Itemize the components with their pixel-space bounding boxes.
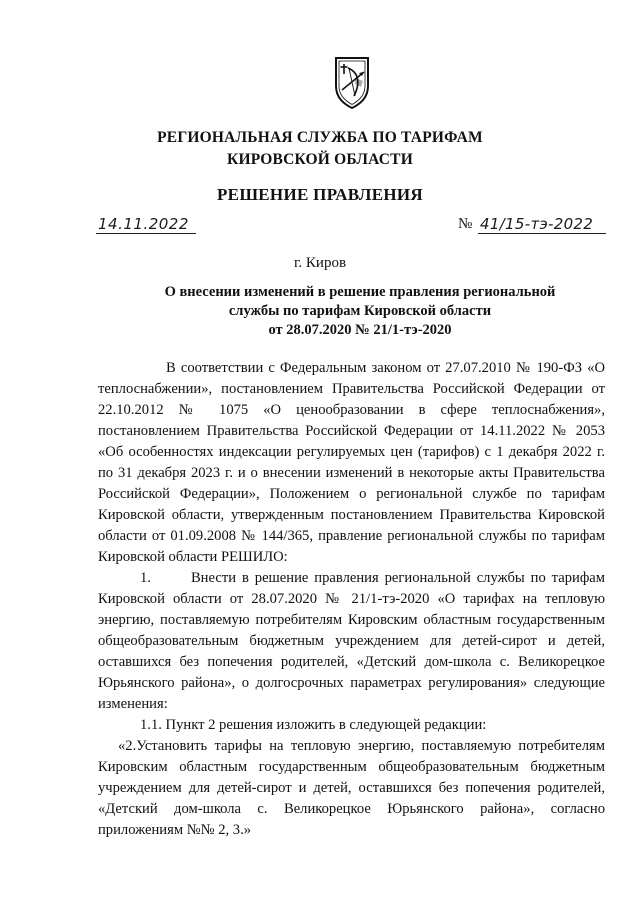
subject-line-1: О внесении изменений в решение правления региональной bbox=[164, 284, 556, 300]
org-line-2: КИРОВСКОЙ ОБЛАСТИ bbox=[227, 151, 413, 168]
item-1-paragraph bbox=[98, 568, 605, 715]
item-1-text: Внести в решение правления региональной службы по тарифам Кировской области от 28.07.2020 № 21/1-тэ-2020 «О тарифах на тепловую энергию, поставляемую потребителям Кировским областным государственным общеобразовательным бюджетным учреждением для детей-сирот и детей, оставшихся без попечения родителей, «Детский дом-школа с. Великорецкое Юрьянского района», о долгосрочных параметрах регулирования» следующие изменения: bbox=[98, 570, 605, 712]
quoted-amendment-paragraph: «2.Установить тарифы на тепловую энергию, поставляемую потребителям Кировским областным государственным общеобразовательным бюджетным учреждением для детей-сирот и детей, оставшихся без попечения родителей, «Детский дом-школа с. Великорецкое Юрьянского района», согласно приложениям №№ 2, 3.» bbox=[98, 738, 605, 838]
item-1-1-text: Пункт 2 решения изложить в следующей редакции: bbox=[165, 717, 487, 733]
item-1-number: 1. bbox=[140, 570, 151, 586]
date-underline bbox=[96, 233, 196, 234]
subject-line-3: от 28.07.2020 № 21/1-тэ-2020 bbox=[268, 322, 452, 338]
org-line-1: РЕГИОНАЛЬНАЯ СЛУЖБА ПО ТАРИФАМ bbox=[157, 129, 483, 146]
decision-date: 14.11.2022 bbox=[98, 215, 189, 233]
decision-subject bbox=[100, 283, 620, 340]
preamble-paragraph: В соответствии с Федеральным законом от 27.07.2010 № 190-ФЗ «О теплоснабжении», постановлением Правительства Российской Федерации от 22.10.2012 № 1075 «О ценообразовании в сфере теплоснабжения», постановлением Правительства Российской Федерации от 14.11.2022 № 2053 «Об особенностях индексации регулируемых цен (тарифов) с 1 декабря 2022 г. по 31 декабря 2023 г. и о внесении изменений в некоторые акты Правительства Российской Федерации», Положением о региональной службе по тарифам Кировской области, утвержденным постановлением Правительства Кировской области от 01.09.2008 № 144/365, правление региональной службы по тарифам Кировской области РЕШИЛО: bbox=[98, 360, 605, 565]
item-1-1-paragraph bbox=[98, 715, 605, 736]
organization-title bbox=[0, 127, 640, 171]
number-underline bbox=[478, 233, 606, 234]
kirov-coat-of-arms-icon bbox=[328, 52, 376, 110]
subject-line-2: службы по тарифам Кировской области bbox=[228, 303, 492, 319]
city: г. Киров bbox=[293, 255, 347, 271]
item-1-1-number: 1.1. bbox=[140, 717, 162, 733]
decision-number: 41/15-тэ-2022 bbox=[480, 215, 594, 233]
number-label: № bbox=[458, 216, 473, 232]
decision-title: РЕШЕНИЕ ПРАВЛЕНИЯ bbox=[217, 185, 423, 204]
document-body bbox=[98, 358, 605, 841]
